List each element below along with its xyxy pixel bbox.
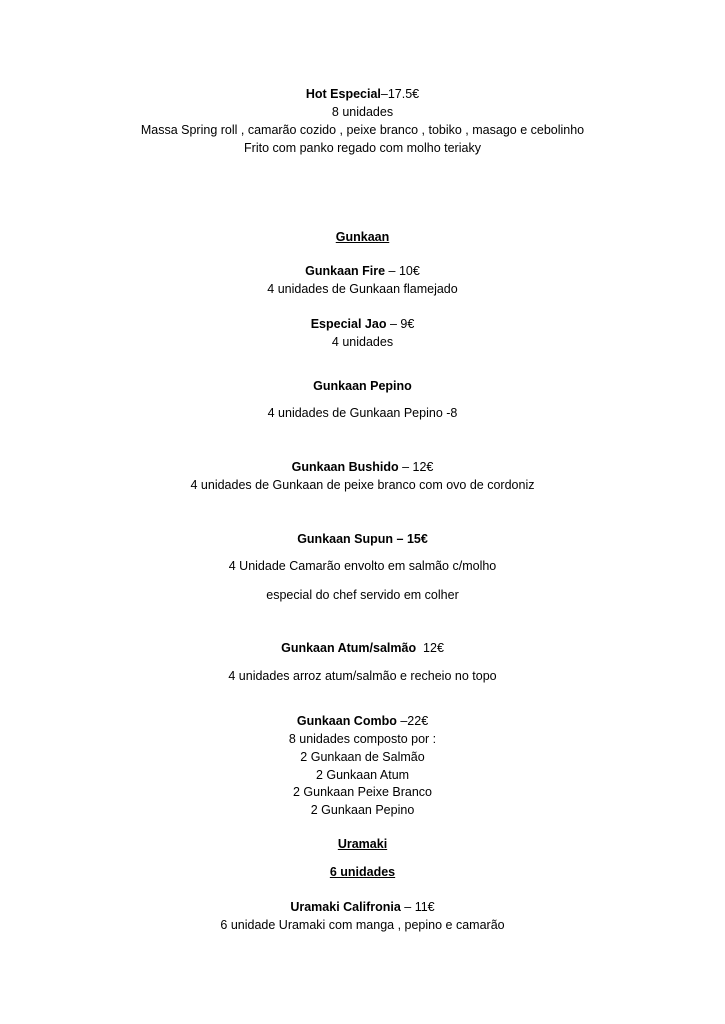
gunkaan-combo-item: 2 Gunkaan Peixe Branco [293,785,432,799]
gunkaan-combo-title [0,712,725,730]
gunkaan-combo-item: 2 Gunkaan de Salmão [300,750,425,764]
section-heading-uramaki: Uramaki [337,837,388,851]
item-name: Gunkaan Bushido [291,460,399,474]
item-name: Gunkaan Atum/salmão [281,641,417,655]
especial-jao-desc: 4 unidades [331,335,394,349]
item-price: – 10€ [385,264,420,278]
item-name: Uramaki Califronia [290,900,401,914]
gunkaan-pepino-desc: 4 unidades de Gunkaan Pepino -8 [267,406,458,420]
gunkaan-atum-title [0,639,725,657]
uramaki-units-heading: 6 unidades [329,865,396,879]
item-price: –17.5€ [380,87,420,101]
item-price: – 11€ [400,900,435,914]
gunkaan-combo-desc: 8 unidades composto por : [288,732,437,746]
gunkaan-supun-desc-1: 4 Unidade Camarão envolto em salmão c/molho [228,559,497,573]
hot-especial-preparation: Frito com panko regado com molho teriaky [244,141,481,155]
gunkaan-pepino-title: Gunkaan Pepino [313,379,412,393]
item-name: Gunkaan Combo [296,714,397,728]
uramaki-califronia-title [0,898,725,916]
uramaki-califronia-desc: 6 unidade Uramaki com manga , pepino e camarão [220,918,505,932]
item-price: – 12€ [398,460,434,474]
item-name: Especial Jao [310,317,387,331]
item-price: – 9€ [386,317,415,331]
section-heading-gunkaan: Gunkaan [335,230,390,244]
gunkaan-fire-desc: 4 unidades de Gunkaan flamejado [267,282,458,296]
gunkaan-bushido-desc: 4 unidades de Gunkaan de peixe branco com ovo de cordoniz [190,478,535,492]
hot-especial-ingredients: Massa Spring roll , camarão cozido , peixe branco , tobiko , masago e cebolinho [140,123,585,137]
especial-jao-title [0,315,725,333]
hot-especial-title [0,85,725,103]
hot-especial-units: 8 unidades [331,105,394,119]
item-name: Hot Especial [305,87,381,101]
item-price: –22€ [396,714,429,728]
gunkaan-supun-desc-2: especial do chef servido em colher [266,588,459,602]
gunkaan-fire-title [0,262,725,280]
item-price: 12€ [416,641,444,655]
gunkaan-bushido-title [0,458,725,476]
gunkaan-supun-title: Gunkaan Supun – 15€ [297,532,428,546]
gunkaan-combo-item: 2 Gunkaan Atum [315,768,410,782]
item-name: Gunkaan Fire [305,264,386,278]
gunkaan-combo-item: 2 Gunkaan Pepino [310,803,415,817]
gunkaan-atum-desc: 4 unidades arroz atum/salmão e recheio no topo [228,669,497,683]
